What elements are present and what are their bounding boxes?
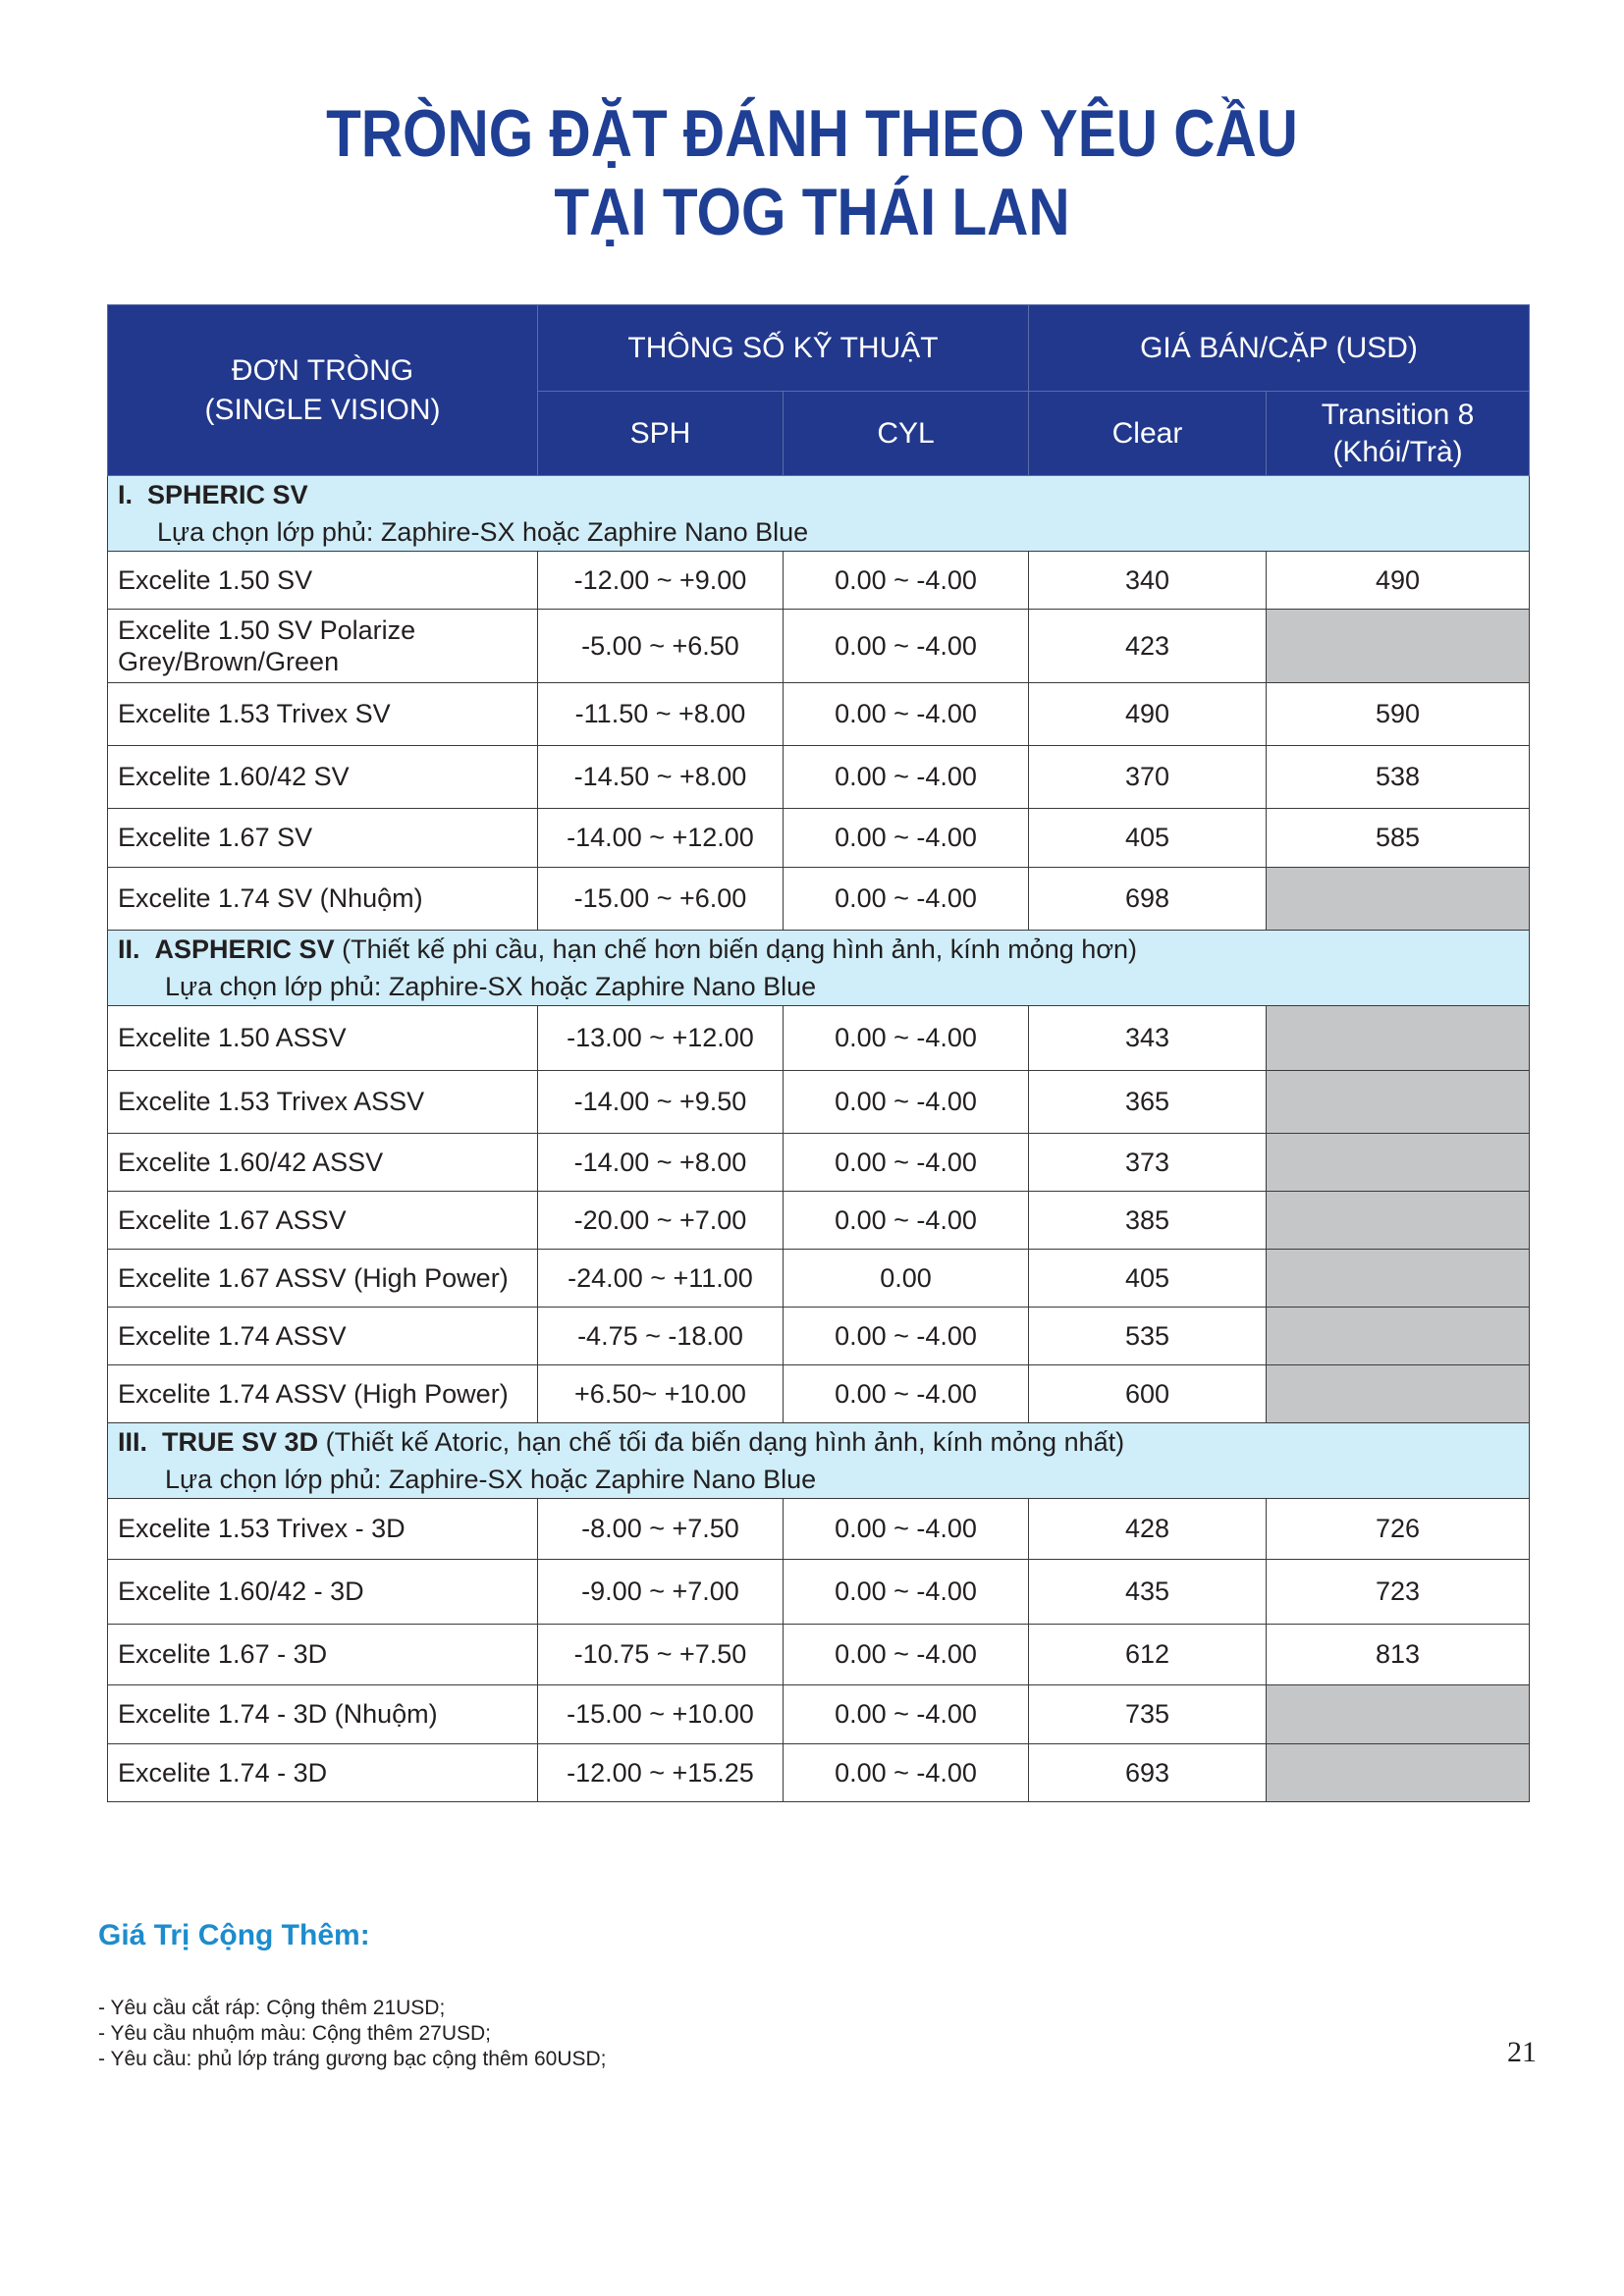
clear-price-cell: 600	[1029, 1365, 1267, 1423]
section-coating: Lựa chọn lớp phủ: Zaphire-SX hoặc Zaphire Nano Blue	[165, 1465, 817, 1494]
product-name-cell: Excelite 1.53 Trivex - 3D	[108, 1499, 538, 1560]
sph-cell: -10.75 ~ +7.50	[538, 1625, 784, 1685]
cyl-cell: 0.00 ~ -4.00	[784, 809, 1029, 868]
cyl-cell: 0.00 ~ -4.00	[784, 1134, 1029, 1192]
cyl-cell: 0.00 ~ -4.00	[784, 1071, 1029, 1134]
cyl-cell: 0.00 ~ -4.00	[784, 1625, 1029, 1685]
transition-price-cell	[1267, 1250, 1530, 1308]
section-header	[108, 1423, 1530, 1499]
transition-price-cell: 813	[1267, 1625, 1530, 1685]
sph-cell: -11.50 ~ +8.00	[538, 683, 784, 746]
section-description: (Thiết kế Atoric, hạn chế tối đa biến dạng hình ảnh, kính mỏng nhất)	[318, 1427, 1125, 1457]
transition-price-cell	[1267, 610, 1530, 683]
product-name-cell: Excelite 1.67 ASSV	[108, 1192, 538, 1250]
header-transition-sub: (Khói/Trà)	[1332, 435, 1463, 468]
table-row	[108, 1192, 1530, 1250]
sph-cell: -12.00 ~ +15.25	[538, 1744, 784, 1802]
product-name-cell: Excelite 1.74 SV (Nhuộm)	[108, 868, 538, 931]
product-name-cell: Excelite 1.67 ASSV (High Power)	[108, 1250, 538, 1308]
product-name-cell: Excelite 1.50 ASSV	[108, 1006, 538, 1071]
cyl-cell: 0.00 ~ -4.00	[784, 1192, 1029, 1250]
clear-price-cell: 535	[1029, 1308, 1267, 1365]
section-name: ASPHERIC SV	[154, 934, 335, 964]
section-cell	[108, 1423, 1530, 1499]
sph-cell: -14.00 ~ +8.00	[538, 1134, 784, 1192]
transition-price-cell	[1267, 1365, 1530, 1423]
transition-price-cell	[1267, 1308, 1530, 1365]
header-cyl: CYL	[784, 392, 1029, 476]
header-price: GIÁ BÁN/CẶP (USD)	[1029, 305, 1530, 392]
header-sph: SPH	[538, 392, 784, 476]
product-name-cell: Excelite 1.74 ASSV	[108, 1308, 538, 1365]
transition-price-cell	[1267, 1685, 1530, 1744]
sph-cell: +6.50~ +10.00	[538, 1365, 784, 1423]
cyl-cell: 0.00 ~ -4.00	[784, 683, 1029, 746]
clear-price-cell: 340	[1029, 552, 1267, 610]
clear-price-cell: 373	[1029, 1134, 1267, 1192]
sph-cell: -5.00 ~ +6.50	[538, 610, 784, 683]
product-name-cell: Excelite 1.74 - 3D	[108, 1744, 538, 1802]
product-name-cell: Excelite 1.53 Trivex ASSV	[108, 1071, 538, 1134]
clear-price-cell: 428	[1029, 1499, 1267, 1560]
price-table-body	[108, 476, 1530, 1802]
cyl-cell: 0.00 ~ -4.00	[784, 1499, 1029, 1560]
transition-price-cell: 490	[1267, 552, 1530, 610]
section-cell	[108, 931, 1530, 1006]
sph-cell: -12.00 ~ +9.00	[538, 552, 784, 610]
cyl-cell: 0.00 ~ -4.00	[784, 1365, 1029, 1423]
cyl-cell: 0.00 ~ -4.00	[784, 552, 1029, 610]
header-lens-sub: (SINGLE VISION)	[204, 393, 441, 426]
page-title-line-1: TRÒNG ĐẶT ĐÁNH THEO YÊU CẦU	[326, 96, 1298, 171]
product-name-cell: Excelite 1.50 SV Polarize Grey/Brown/Green	[108, 610, 538, 683]
clear-price-cell: 385	[1029, 1192, 1267, 1250]
table-row	[108, 552, 1530, 610]
product-name-cell: Excelite 1.60/42 SV	[108, 746, 538, 809]
transition-price-cell	[1267, 868, 1530, 931]
product-name-cell: Excelite 1.53 Trivex SV	[108, 683, 538, 746]
sph-cell: -15.00 ~ +10.00	[538, 1685, 784, 1744]
cyl-cell: 0.00 ~ -4.00	[784, 1560, 1029, 1625]
transition-price-cell: 590	[1267, 683, 1530, 746]
table-row	[108, 1365, 1530, 1423]
transition-price-cell	[1267, 1744, 1530, 1802]
product-name-cell: Excelite 1.67 SV	[108, 809, 538, 868]
product-name-cell: Excelite 1.74 - 3D (Nhuộm)	[108, 1685, 538, 1744]
table-row	[108, 809, 1530, 868]
page-title-line-2: TẠI TOG THÁI LAN	[554, 175, 1070, 249]
table-row	[108, 1744, 1530, 1802]
clear-price-cell: 365	[1029, 1071, 1267, 1134]
cyl-cell: 0.00 ~ -4.00	[784, 610, 1029, 683]
cyl-cell: 0.00 ~ -4.00	[784, 1685, 1029, 1744]
sph-cell: -4.75 ~ -18.00	[538, 1308, 784, 1365]
cyl-cell: 0.00 ~ -4.00	[784, 1744, 1029, 1802]
clear-price-cell: 693	[1029, 1744, 1267, 1802]
product-name-cell: Excelite 1.74 ASSV (High Power)	[108, 1365, 538, 1423]
header-clear: Clear	[1029, 392, 1267, 476]
table-row	[108, 1685, 1530, 1744]
transition-price-cell	[1267, 1006, 1530, 1071]
section-number: I.	[118, 480, 134, 509]
transition-price-cell	[1267, 1134, 1530, 1192]
transition-price-cell: 585	[1267, 809, 1530, 868]
table-row	[108, 1308, 1530, 1365]
section-name: TRUE SV 3D	[162, 1427, 319, 1457]
section-number: II.	[118, 934, 140, 964]
table-row	[108, 1499, 1530, 1560]
table-row	[108, 1134, 1530, 1192]
transition-price-cell: 538	[1267, 746, 1530, 809]
clear-price-cell: 435	[1029, 1560, 1267, 1625]
added-note: - Yêu cầu cắt ráp: Cộng thêm 21USD;	[98, 1997, 446, 2019]
section-cell	[108, 476, 1530, 552]
product-name-cell: Excelite 1.60/42 - 3D	[108, 1560, 538, 1625]
section-title-line	[118, 476, 1519, 513]
transition-price-cell	[1267, 1071, 1530, 1134]
header-transition-label: Transition 8	[1321, 398, 1475, 431]
section-coating: Lựa chọn lớp phủ: Zaphire-SX hoặc Zaphire Nano Blue	[157, 517, 809, 547]
section-coating: Lựa chọn lớp phủ: Zaphire-SX hoặc Zaphire Nano Blue	[165, 972, 817, 1001]
table-row	[108, 1006, 1530, 1071]
cyl-cell: 0.00 ~ -4.00	[784, 746, 1029, 809]
table-row	[108, 683, 1530, 746]
section-title-line	[118, 931, 1519, 968]
cyl-cell: 0.00 ~ -4.00	[784, 868, 1029, 931]
clear-price-cell: 343	[1029, 1006, 1267, 1071]
sph-cell: -20.00 ~ +7.00	[538, 1192, 784, 1250]
added-value-title: Giá Trị Cộng Thêm:	[98, 1919, 370, 1951]
sph-cell: -8.00 ~ +7.50	[538, 1499, 784, 1560]
sph-cell: -14.00 ~ +12.00	[538, 809, 784, 868]
sph-cell: -9.00 ~ +7.00	[538, 1560, 784, 1625]
cyl-cell: 0.00 ~ -4.00	[784, 1006, 1029, 1071]
price-table	[107, 304, 1530, 1802]
added-note: - Yêu cầu: phủ lớp tráng gương bạc cộng thêm 60USD;	[98, 2048, 607, 2070]
sph-cell: -14.00 ~ +9.50	[538, 1071, 784, 1134]
product-name-cell: Excelite 1.67 - 3D	[108, 1625, 538, 1685]
header-lens-label: ĐƠN TRÒNG	[231, 353, 414, 387]
table-row	[108, 1071, 1530, 1134]
section-header	[108, 476, 1530, 552]
section-description: (Thiết kế phi cầu, hạn chế hơn biến dạng hình ảnh, kính mỏng hơn)	[334, 934, 1138, 964]
sph-cell: -24.00 ~ +11.00	[538, 1250, 784, 1308]
product-name-cell: Excelite 1.60/42 ASSV	[108, 1134, 538, 1192]
transition-price-cell	[1267, 1192, 1530, 1250]
added-note: - Yêu cầu nhuộm màu: Cộng thêm 27USD;	[98, 2022, 491, 2045]
sph-cell: -14.50 ~ +8.00	[538, 746, 784, 809]
section-header	[108, 931, 1530, 1006]
section-number: III.	[118, 1427, 148, 1457]
clear-price-cell: 735	[1029, 1685, 1267, 1744]
clear-price-cell: 405	[1029, 809, 1267, 868]
header-transition	[1267, 392, 1530, 476]
clear-price-cell: 490	[1029, 683, 1267, 746]
cyl-cell: 0.00 ~ -4.00	[784, 1308, 1029, 1365]
sph-cell: -15.00 ~ +6.00	[538, 868, 784, 931]
clear-price-cell: 612	[1029, 1625, 1267, 1685]
transition-price-cell: 723	[1267, 1560, 1530, 1625]
clear-price-cell: 423	[1029, 610, 1267, 683]
table-row	[108, 868, 1530, 931]
table-row	[108, 1250, 1530, 1308]
table-row	[108, 746, 1530, 809]
product-name-cell: Excelite 1.50 SV	[108, 552, 538, 610]
table-row	[108, 610, 1530, 683]
page-number: 21	[1507, 2036, 1537, 2068]
transition-price-cell: 726	[1267, 1499, 1530, 1560]
table-row	[108, 1625, 1530, 1685]
header-lens	[108, 305, 538, 476]
sph-cell: -13.00 ~ +12.00	[538, 1006, 784, 1071]
clear-price-cell: 405	[1029, 1250, 1267, 1308]
clear-price-cell: 698	[1029, 868, 1267, 931]
cyl-cell: 0.00	[784, 1250, 1029, 1308]
clear-price-cell: 370	[1029, 746, 1267, 809]
section-title-line	[118, 1423, 1519, 1461]
section-name: SPHERIC SV	[147, 480, 308, 509]
table-row	[108, 1560, 1530, 1625]
header-spec: THÔNG SỐ KỸ THUẬT	[538, 305, 1029, 392]
